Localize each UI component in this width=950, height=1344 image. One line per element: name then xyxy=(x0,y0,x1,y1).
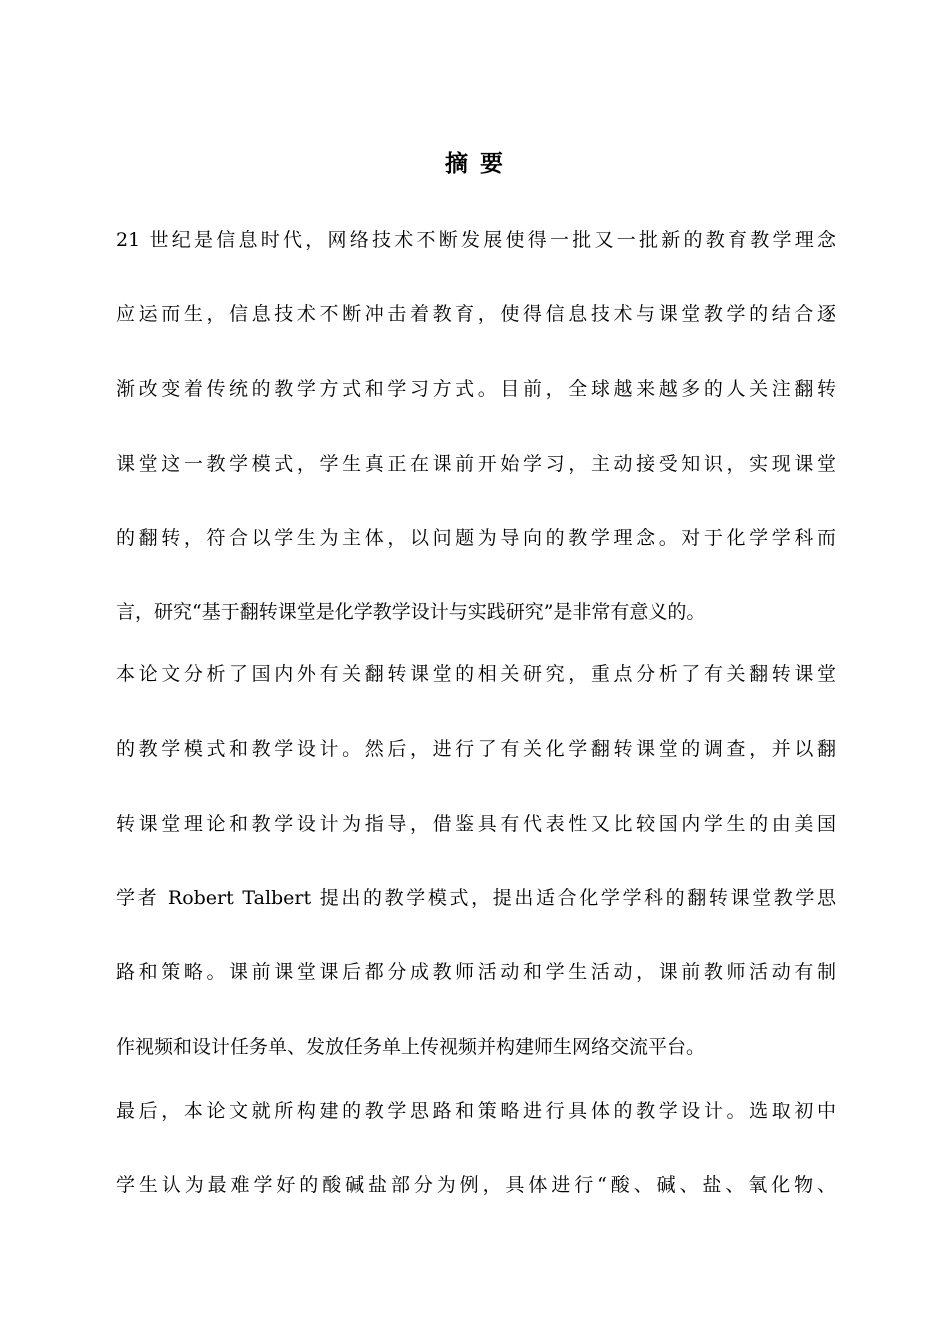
paragraph-line-9: 转课堂理论和教学设计为指导，借鉴具有代表性又比较国内学生的由美国 xyxy=(116,813,836,835)
paragraph-line-5: 的翻转，符合以学生为主体，以问题为导向的教学理念。对于化学学科而 xyxy=(116,527,836,549)
paragraph-line-1: 21 世纪是信息时代，网络技术不断发展使得一批又一批新的教育教学理念 xyxy=(116,229,836,251)
paragraph-line-3: 渐改变着传统的教学方式和学习方式。目前，全球越来越多的人关注翻转 xyxy=(116,378,836,400)
paragraph-line-12: 作视频和设计任务单、发放任务单上传视频并构建师生网络交流平台。 xyxy=(116,1036,706,1058)
paragraph-line-8: 的教学模式和教学设计。然后，进行了有关化学翻转课堂的调查，并以翻 xyxy=(116,738,836,760)
paragraph-line-14: 学生认为最难学好的酸碱盐部分为例，具体进行“酸、碱、盐、氧化物、 xyxy=(116,1174,836,1196)
paragraph-line-2: 应运而生，信息技术不断冲击着教育，使得信息技术与课堂教学的结合逐 xyxy=(116,303,836,325)
paragraph-line-4: 课堂这一教学模式，学生真正在课前开始学习，主动接受知识，实现课堂 xyxy=(116,453,836,475)
paragraph-line-10: 学者 Robert Talbert 提出的教学模式，提出适合化学学科的翻转课堂教学思 xyxy=(116,887,836,909)
paragraph-line-11: 路和策略。课前课堂课后都分成教师活动和学生活动，课前教师活动有制 xyxy=(116,961,836,983)
abstract-title: 摘 要 xyxy=(444,151,505,177)
paragraph-line-6: 言，研究“基于翻转课堂是化学教学设计与实践研究”是非常有意义的。 xyxy=(116,601,706,623)
paragraph-line-13: 最后，本论文就所构建的教学思路和策略进行具体的教学设计。选取初中 xyxy=(116,1100,836,1122)
paragraph-line-7: 本论文分析了国内外有关翻转课堂的相关研究，重点分析了有关翻转课堂 xyxy=(116,663,836,685)
